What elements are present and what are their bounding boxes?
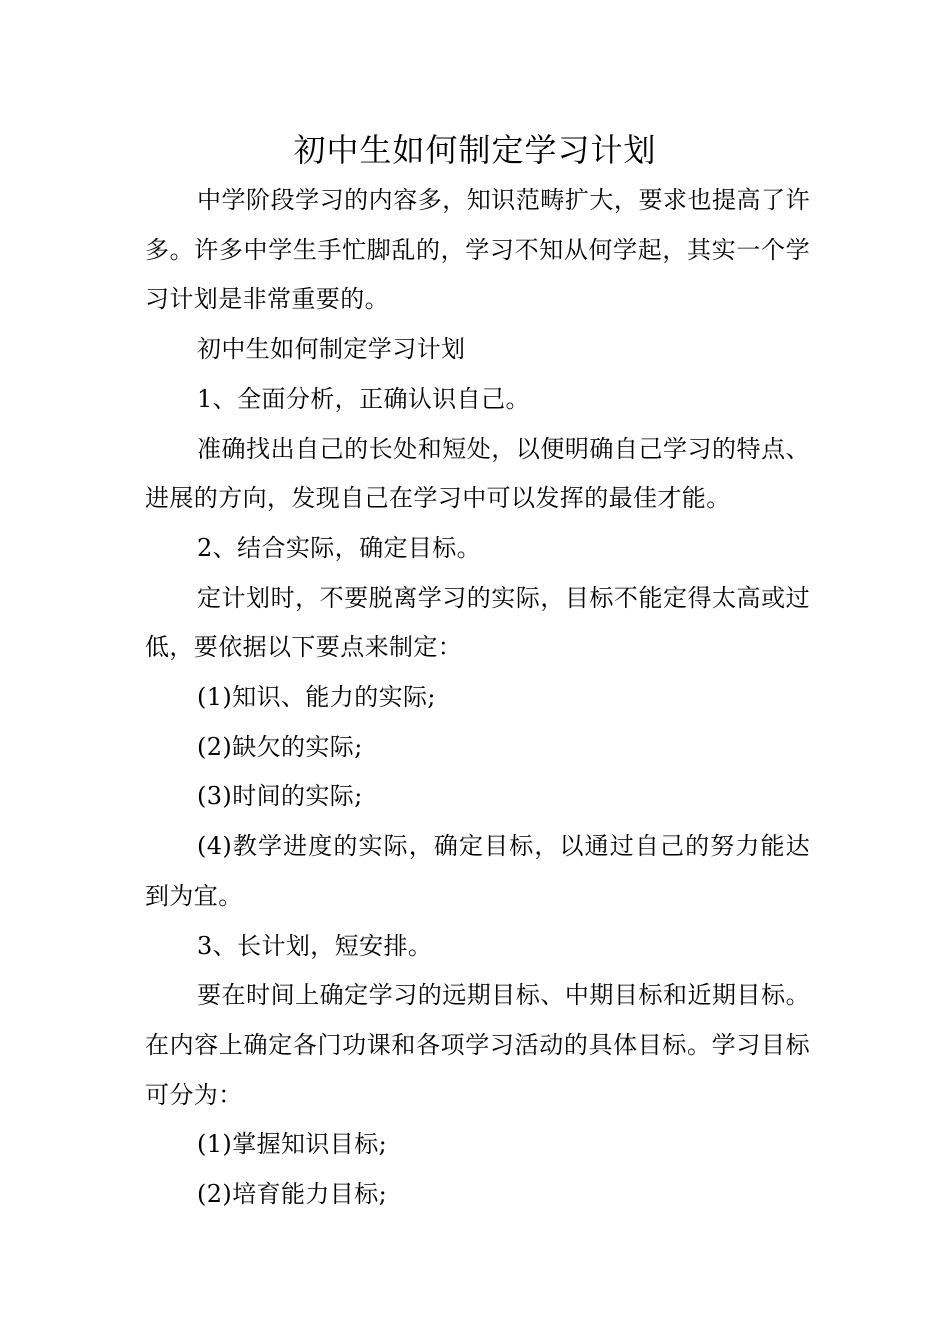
paragraph-heading-1: 1、全面分析，正确认识自己。	[197, 384, 530, 413]
paragraph-body-1: 准确找出自己的长处和短处，以便明确自己学习的特点、进展的方向，发现自己在学习中可以发挥的最佳才能。	[145, 434, 810, 513]
list-item-1: (1)知识、能力的实际;	[197, 683, 436, 712]
paragraph-body-3: 要在时间上确定学习的远期目标、中期目标和近期目标。在内容上确定各门功课和各项学习活动的具体目标。学习目标可分为：	[145, 981, 810, 1109]
list-item-6: (2)培育能力目标;	[197, 1180, 388, 1209]
paragraph-heading-2: 2、结合实际，确定目标。	[197, 533, 482, 562]
list-item-4: (4)教学进度的实际，确定目标，以通过自己的努力能达到为宜。	[145, 832, 810, 910]
paragraph-subtitle: 初中生如何制定学习计划	[197, 335, 466, 364]
list-item-2: (2)缺欠的实际;	[197, 732, 363, 761]
list-item-3: (3)时间的实际;	[197, 782, 363, 811]
list-item-5: (1)掌握知识目标;	[197, 1130, 388, 1159]
paragraph-heading-3: 3、长计划，短安排。	[197, 931, 433, 960]
document-body	[145, 176, 810, 1220]
paragraph-body-2: 定计划时，不要脱离学习的实际，目标不能定得太高或过低，要依据以下要点来制定：	[145, 583, 810, 662]
document-title: 初中生如何制定学习计划	[293, 131, 657, 169]
paragraph-intro: 中学阶段学习的内容多，知识范畴扩大，要求也提高了许多。许多中学生手忙脚乱的，学习不知从何学起，其实一个学习计划是非常重要的。	[145, 186, 810, 314]
